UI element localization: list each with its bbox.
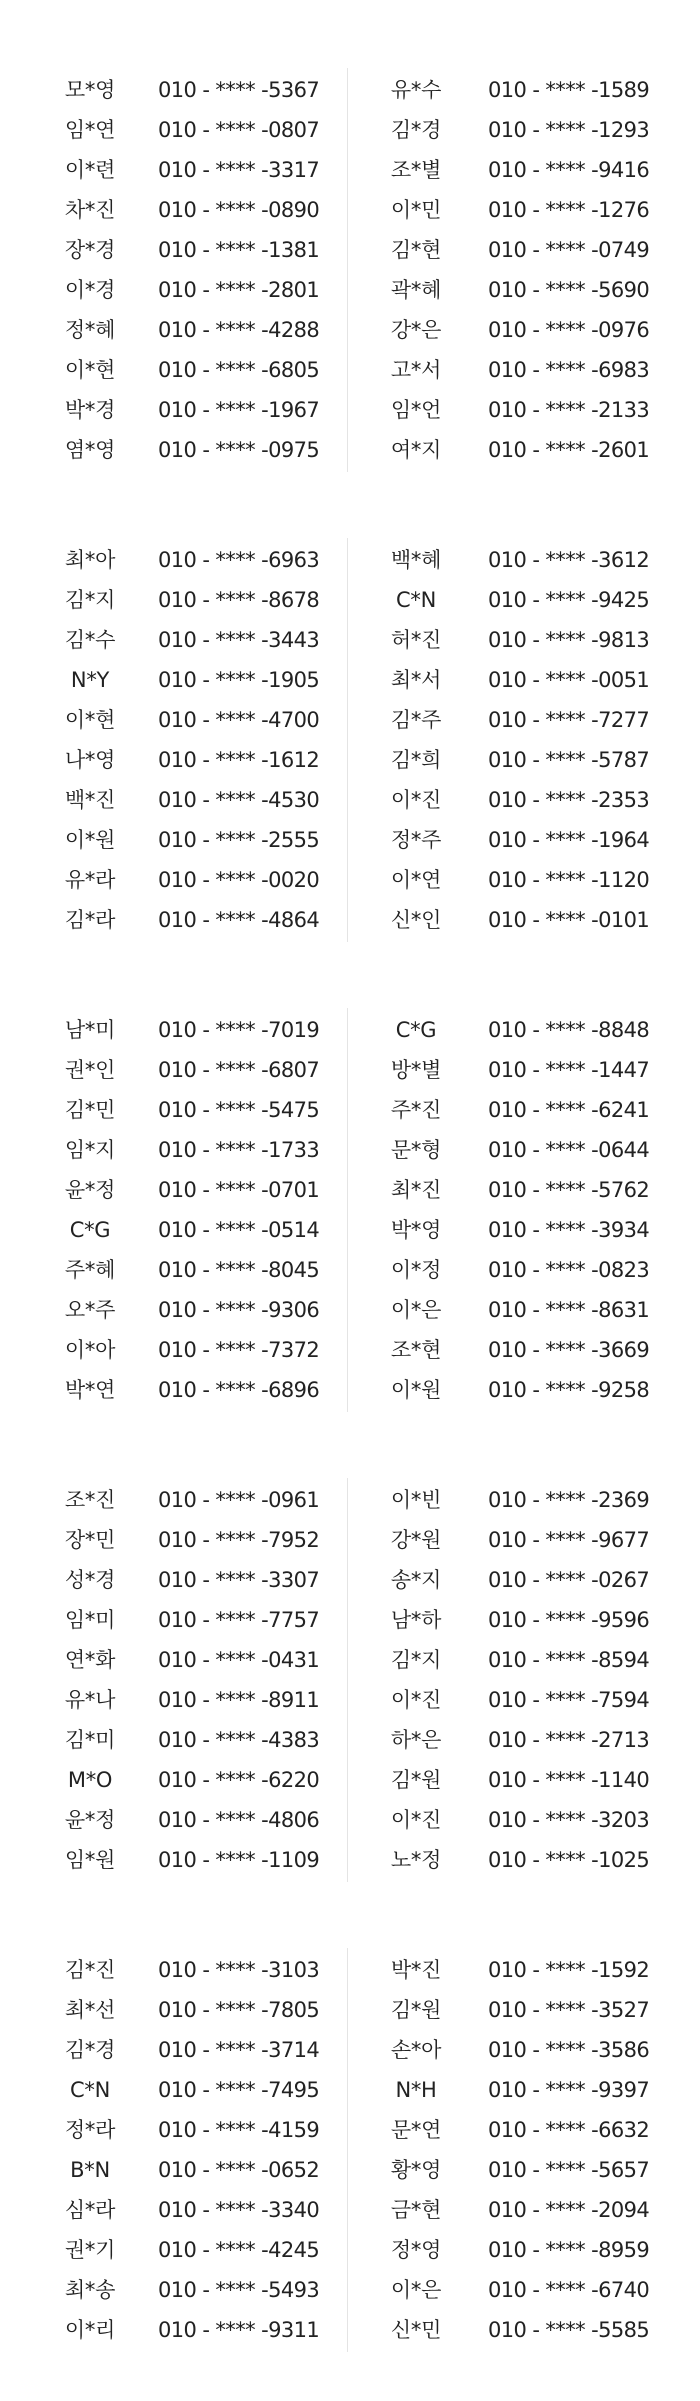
winner-row	[0, 310, 700, 350]
winner-name: 조*별	[390, 158, 442, 182]
winner-name: 강*원	[390, 1528, 442, 1552]
winner-name: 이*은	[390, 1298, 442, 1322]
winner-row	[0, 1210, 700, 1250]
winner-phone: 010 - **** -4864	[158, 908, 320, 932]
winner-phone: 010 - **** -8959	[488, 2238, 650, 2262]
winner-name: C*G	[69, 1218, 111, 1242]
winner-phone: 010 - **** -4159	[158, 2118, 320, 2142]
winner-name: 최*서	[390, 668, 442, 692]
winner-name: 이*민	[390, 198, 442, 222]
winner-name: 윤*정	[64, 1808, 116, 1832]
winner-phone: 010 - **** -1381	[158, 238, 320, 262]
winner-name: 임*원	[64, 1848, 116, 1872]
winner-phone: 010 - **** -0652	[158, 2158, 320, 2182]
winner-phone: 010 - **** -2369	[488, 1488, 650, 1512]
winner-name: 차*진	[64, 198, 116, 222]
winner-name: 김*현	[390, 238, 442, 262]
winner-row	[0, 2030, 700, 2070]
winner-phone: 010 - **** -0267	[488, 1568, 650, 1592]
winner-phone: 010 - **** -1447	[488, 1058, 650, 1082]
winner-phone: 010 - **** -0890	[158, 198, 320, 222]
winner-phone: 010 - **** -4806	[158, 1808, 320, 1832]
winner-name: 김*라	[64, 908, 116, 932]
winner-name: 하*은	[390, 1728, 442, 1752]
winner-name: 임*언	[390, 398, 442, 422]
winner-phone: 010 - **** -2801	[158, 278, 320, 302]
winner-phone: 010 - **** -1967	[158, 398, 320, 422]
winner-name: 박*경	[64, 398, 116, 422]
winner-name: 박*연	[64, 1378, 116, 1402]
winner-name: 주*진	[390, 1098, 442, 1122]
winner-row	[0, 2070, 700, 2110]
winner-name: 최*진	[390, 1178, 442, 1202]
winner-name: N*Y	[70, 668, 110, 692]
winner-name: 금*현	[390, 2198, 442, 2222]
winner-phone: 010 - **** -3307	[158, 1568, 320, 1592]
winner-phone: 010 - **** -1140	[488, 1768, 650, 1792]
winner-name: 남*미	[64, 1018, 116, 1042]
winner-name: 이*경	[64, 278, 116, 302]
winner-phone: 010 - **** -0701	[158, 1178, 320, 1202]
winner-row	[0, 900, 700, 940]
winner-phone: 010 - **** -4383	[158, 1728, 320, 1752]
winner-row	[0, 1800, 700, 1840]
winner-phone: 010 - **** -3934	[488, 1218, 650, 1242]
winner-phone: 010 - **** -1964	[488, 828, 650, 852]
winner-name: 유*수	[390, 78, 442, 102]
winner-phone: 010 - **** -8678	[158, 588, 320, 612]
winner-name: 김*희	[390, 748, 442, 772]
winner-name: 권*기	[64, 2238, 116, 2262]
winner-phone: 010 - **** -2555	[158, 828, 320, 852]
winner-row	[0, 540, 700, 580]
winner-phone: 010 - **** -7594	[488, 1688, 650, 1712]
winner-name: 이*아	[64, 1338, 116, 1362]
winner-name: 이*정	[390, 1258, 442, 1282]
winner-name: 곽*혜	[390, 278, 442, 302]
winner-row	[0, 270, 700, 310]
winner-phone: 010 - **** -9311	[158, 2318, 320, 2342]
winner-phone: 010 - **** -6805	[158, 358, 320, 382]
winner-row	[0, 780, 700, 820]
winner-phone: 010 - **** -1733	[158, 1138, 320, 1162]
winner-name: 성*경	[64, 1568, 116, 1592]
winner-row	[0, 740, 700, 780]
winner-name: 연*화	[64, 1648, 116, 1672]
winner-group	[0, 1010, 700, 1410]
winner-row	[0, 1680, 700, 1720]
winner-phone: 010 - **** -5657	[488, 2158, 650, 2182]
winner-row	[0, 2110, 700, 2150]
winner-row	[0, 2270, 700, 2310]
winner-phone: 010 - **** -6740	[488, 2278, 650, 2302]
winner-name: B*N	[70, 2158, 110, 2182]
winner-phone: 010 - **** -1025	[488, 1848, 650, 1872]
winner-row	[0, 430, 700, 470]
winner-name: 조*진	[64, 1488, 116, 1512]
winner-name: 허*진	[390, 628, 442, 652]
winner-phone: 010 - **** -5475	[158, 1098, 320, 1122]
winner-phone: 010 - **** -3340	[158, 2198, 320, 2222]
winner-row	[0, 1130, 700, 1170]
winner-phone: 010 - **** -8848	[488, 1018, 650, 1042]
winner-group	[0, 1480, 700, 1880]
winner-name: 박*영	[390, 1218, 442, 1242]
winner-name: 최*송	[64, 2278, 116, 2302]
winner-phone: 010 - **** -1109	[158, 1848, 320, 1872]
winner-name: 강*은	[390, 318, 442, 342]
winner-row	[0, 70, 700, 110]
winner-row	[0, 1290, 700, 1330]
winner-group	[0, 1950, 700, 2350]
winner-row	[0, 820, 700, 860]
winner-name: 이*원	[64, 828, 116, 852]
winner-row	[0, 860, 700, 900]
winner-name: 김*수	[64, 628, 116, 652]
winner-phone: 010 - **** -2094	[488, 2198, 650, 2222]
winner-group	[0, 70, 700, 470]
winner-name: 염*영	[64, 438, 116, 462]
winner-name: 황*영	[390, 2158, 442, 2182]
winner-name: C*G	[395, 1018, 437, 1042]
winner-phone: 010 - **** -4288	[158, 318, 320, 342]
winner-phone: 010 - **** -8594	[488, 1648, 650, 1672]
winner-phone: 010 - **** -3103	[158, 1958, 320, 1982]
winner-phone: 010 - **** -2713	[488, 1728, 650, 1752]
winner-phone: 010 - **** -6896	[158, 1378, 320, 1402]
winner-phone: 010 - **** -0961	[158, 1488, 320, 1512]
winner-phone: 010 - **** -1905	[158, 668, 320, 692]
winner-name: 임*지	[64, 1138, 116, 1162]
winner-phone: 010 - **** -7372	[158, 1338, 320, 1362]
winner-phone: 010 - **** -0101	[488, 908, 650, 932]
winner-phone: 010 - **** -6807	[158, 1058, 320, 1082]
winner-phone: 010 - **** -3714	[158, 2038, 320, 2062]
winner-row	[0, 1760, 700, 1800]
winner-row	[0, 1170, 700, 1210]
winner-row	[0, 2150, 700, 2190]
winner-row	[0, 700, 700, 740]
winner-phone: 010 - **** -7757	[158, 1608, 320, 1632]
winner-phone: 010 - **** -4530	[158, 788, 320, 812]
winner-phone: 010 - **** -8045	[158, 1258, 320, 1282]
winner-row	[0, 1640, 700, 1680]
winner-phone: 010 - **** -7805	[158, 1998, 320, 2022]
winner-phone: 010 - **** -0514	[158, 1218, 320, 1242]
winner-phone: 010 - **** -5585	[488, 2318, 650, 2342]
winner-name: 신*인	[390, 908, 442, 932]
winner-phone: 010 - **** -0020	[158, 868, 320, 892]
winner-name: 김*경	[64, 2038, 116, 2062]
winner-name: 노*정	[390, 1848, 442, 1872]
winner-phone: 010 - **** -0807	[158, 118, 320, 142]
winner-phone: 010 - **** -9416	[488, 158, 650, 182]
winner-phone: 010 - **** -6983	[488, 358, 650, 382]
winner-row	[0, 230, 700, 270]
winner-name: 장*민	[64, 1528, 116, 1552]
winner-row	[0, 1600, 700, 1640]
winner-name: M*O	[67, 1768, 113, 1792]
winner-phone: 010 - **** -3317	[158, 158, 320, 182]
winner-phone: 010 - **** -2133	[488, 398, 650, 422]
winner-name: 유*나	[64, 1688, 116, 1712]
winner-name: 조*현	[390, 1338, 442, 1362]
winner-row	[0, 1720, 700, 1760]
winner-name: 정*라	[64, 2118, 116, 2142]
winner-row	[0, 580, 700, 620]
winner-phone: 010 - **** -9596	[488, 1608, 650, 1632]
winner-name: 정*영	[390, 2238, 442, 2262]
winner-name: 김*경	[390, 118, 442, 142]
winner-phone: 010 - **** -6632	[488, 2118, 650, 2142]
winner-phone: 010 - **** -0975	[158, 438, 320, 462]
winner-name: 여*지	[390, 438, 442, 462]
winner-phone: 010 - **** -1592	[488, 1958, 650, 1982]
winner-row	[0, 660, 700, 700]
winner-phone: 010 - **** -1276	[488, 198, 650, 222]
winner-row	[0, 390, 700, 430]
winner-name: 이*진	[390, 1688, 442, 1712]
winner-name: 임*연	[64, 118, 116, 142]
winner-phone: 010 - **** -3203	[488, 1808, 650, 1832]
winner-name: 백*혜	[390, 548, 442, 572]
winner-name: 정*혜	[64, 318, 116, 342]
winner-phone: 010 - **** -9306	[158, 1298, 320, 1322]
winner-name: 김*미	[64, 1728, 116, 1752]
winner-group	[0, 540, 700, 940]
winner-phone: 010 - **** -3612	[488, 548, 650, 572]
winner-phone: 010 - **** -7019	[158, 1018, 320, 1042]
winner-phone: 010 - **** -0051	[488, 668, 650, 692]
winner-name: 김*원	[390, 1998, 442, 2022]
winner-row	[0, 1840, 700, 1880]
winner-name: 이*현	[64, 708, 116, 732]
winner-name: C*N	[396, 588, 436, 612]
winner-name: 문*연	[390, 2118, 442, 2142]
winner-phone: 010 - **** -7952	[158, 1528, 320, 1552]
winner-row	[0, 2190, 700, 2230]
winner-phone: 010 - **** -4700	[158, 708, 320, 732]
winner-phone: 010 - **** -3586	[488, 2038, 650, 2062]
winner-phone: 010 - **** -9425	[488, 588, 650, 612]
winner-name: 이*리	[64, 2318, 116, 2342]
winner-row	[0, 620, 700, 660]
winner-name: 백*진	[64, 788, 116, 812]
winner-name: 나*영	[64, 748, 116, 772]
winner-name: N*H	[395, 2078, 437, 2102]
winner-name: 최*선	[64, 1998, 116, 2022]
winner-name: 남*하	[390, 1608, 442, 1632]
winner-phone: 010 - **** -6241	[488, 1098, 650, 1122]
winner-row	[0, 1990, 700, 2030]
winner-row	[0, 1250, 700, 1290]
winner-name: 이*은	[390, 2278, 442, 2302]
winner-row	[0, 1560, 700, 1600]
winner-phone: 010 - **** -0823	[488, 1258, 650, 1282]
winner-name: 권*인	[64, 1058, 116, 1082]
winner-phone: 010 - **** -9677	[488, 1528, 650, 1552]
winner-phone: 010 - **** -8911	[158, 1688, 320, 1712]
winner-name: 정*주	[390, 828, 442, 852]
winner-phone: 010 - **** -1589	[488, 78, 650, 102]
winner-phone: 010 - **** -5787	[488, 748, 650, 772]
winner-phone: 010 - **** -0644	[488, 1138, 650, 1162]
winner-name: 유*라	[64, 868, 116, 892]
winner-row	[0, 1050, 700, 1090]
winner-phone: 010 - **** -2353	[488, 788, 650, 812]
winner-phone: 010 - **** -4245	[158, 2238, 320, 2262]
winner-phone: 010 - **** -3669	[488, 1338, 650, 1362]
winner-phone: 010 - **** -9258	[488, 1378, 650, 1402]
winner-row	[0, 1010, 700, 1050]
winner-name: 이*현	[64, 358, 116, 382]
winner-phone: 010 - **** -5690	[488, 278, 650, 302]
winner-phone: 010 - **** -1120	[488, 868, 650, 892]
winner-name: 김*주	[390, 708, 442, 732]
winner-name: 이*련	[64, 158, 116, 182]
winner-phone: 010 - **** -1293	[488, 118, 650, 142]
winner-row	[0, 2310, 700, 2350]
winner-row	[0, 150, 700, 190]
winner-phone: 010 - **** -1612	[158, 748, 320, 772]
winner-name: 박*진	[390, 1958, 442, 1982]
winner-phone: 010 - **** -5762	[488, 1178, 650, 1202]
winner-name: 이*진	[390, 788, 442, 812]
winner-row	[0, 1950, 700, 1990]
winner-phone: 010 - **** -7277	[488, 708, 650, 732]
winner-phone: 010 - **** -2601	[488, 438, 650, 462]
winner-row	[0, 350, 700, 390]
winner-phone: 010 - **** -9813	[488, 628, 650, 652]
winner-name: 이*원	[390, 1378, 442, 1402]
winner-phone: 010 - **** -6963	[158, 548, 320, 572]
winner-phone: 010 - **** -5367	[158, 78, 320, 102]
winner-name: 이*진	[390, 1808, 442, 1832]
winner-row	[0, 1370, 700, 1410]
winner-name: 손*아	[390, 2038, 442, 2062]
winner-phone: 010 - **** -8631	[488, 1298, 650, 1322]
winner-row	[0, 190, 700, 230]
winner-name: 김*진	[64, 1958, 116, 1982]
winner-name: 주*혜	[64, 1258, 116, 1282]
winner-phone: 010 - **** -3443	[158, 628, 320, 652]
winner-phone: 010 - **** -0431	[158, 1648, 320, 1672]
winner-name: 모*영	[64, 78, 116, 102]
winner-row	[0, 1330, 700, 1370]
winner-phone: 010 - **** -7495	[158, 2078, 320, 2102]
winner-phone: 010 - **** -0749	[488, 238, 650, 262]
winner-name: 신*민	[390, 2318, 442, 2342]
winner-phone: 010 - **** -9397	[488, 2078, 650, 2102]
winner-name: 윤*정	[64, 1178, 116, 1202]
winner-name: 고*서	[390, 358, 442, 382]
winner-phone: 010 - **** -0976	[488, 318, 650, 342]
winner-row	[0, 1520, 700, 1560]
winner-row	[0, 110, 700, 150]
winner-row	[0, 1090, 700, 1130]
winner-name: 최*아	[64, 548, 116, 572]
winner-name: 송*지	[390, 1568, 442, 1592]
winner-phone: 010 - **** -3527	[488, 1998, 650, 2022]
winner-name: 김*지	[64, 588, 116, 612]
winner-name: 이*빈	[390, 1488, 442, 1512]
winner-name: 이*연	[390, 868, 442, 892]
winner-name: 오*주	[64, 1298, 116, 1322]
winner-name: 임*미	[64, 1608, 116, 1632]
winner-name: 장*경	[64, 238, 116, 262]
winner-name: 방*별	[390, 1058, 442, 1082]
winner-name: 김*민	[64, 1098, 116, 1122]
winner-row	[0, 1480, 700, 1520]
winner-name: 문*형	[390, 1138, 442, 1162]
winner-name: 김*원	[390, 1768, 442, 1792]
winner-name: C*N	[70, 2078, 110, 2102]
winner-name: 김*지	[390, 1648, 442, 1672]
winner-row	[0, 2230, 700, 2270]
winner-name: 심*라	[64, 2198, 116, 2222]
winner-phone: 010 - **** -5493	[158, 2278, 320, 2302]
winner-phone: 010 - **** -6220	[158, 1768, 320, 1792]
